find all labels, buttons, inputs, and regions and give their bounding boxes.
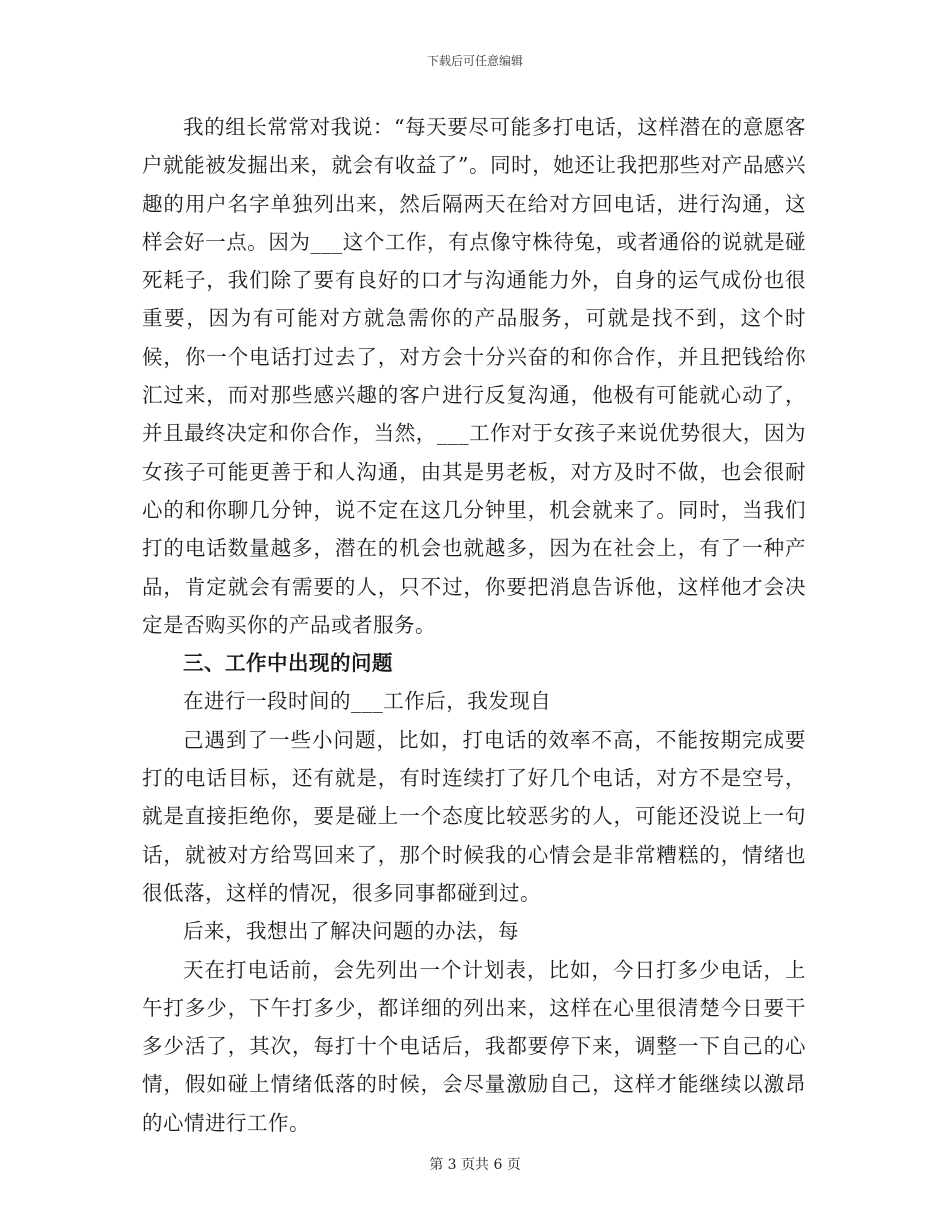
paragraph-2: 在进行一段时间的___工作后，我发现自 xyxy=(183,689,552,714)
document-body xyxy=(142,108,806,1142)
paragraph-4: 后来，我想出了解决问题的办法，每 xyxy=(183,919,519,944)
paragraph-1: 我的组长常常对我说：“每天要尽可能多打电话，这样潜在的意愿客户就能被发掘出来，就会有收益了”。同时，她还让我把那些对产品感兴趣的用户名字单独列出来，然后隔两天在给对方回电话，进行沟通，这样会好一点。因为___这个工作，有点像守株待兔，或者通俗的说就是碰死耗子，我们除了要有良好的口才与沟通能力外，自身的运气成份也很重要，因为有可能对方就急需你的产品服务，可就是找不到，这个时候，你一个电话打过去了，对方会十分兴奋的和你合作，并且把钱给你汇过来，而对那些感兴趣的客户进行反复沟通，他极有可能就心动了，并且最终决定和你合作，当然，___工作对于女孩子来说优势很大，因为女孩子可能更善于和人沟通，由其是男老板，对方及时不做，也会很耐心的和你聊几分钟，说不定在这几分钟里，机会就来了。同时，当我们打的电话数量越多，潜在的机会也就越多，因为在社会上，有了一种产品，肯定就会有需要的人，只不过，你要把消息告诉他，这样他才会决定是否购买你的产品或者服务。 xyxy=(142,115,806,637)
page-header: 下载后可任意编辑 xyxy=(426,54,523,68)
paragraph-3: 己遇到了一些小问题，比如，打电话的效率不高，不能按期完成要打的电话目标，还有就是，有时连续打了好几个电话，对方不是空号，就是直接拒绝你，要是碰上一个态度比较恶劣的人，可能还没说上一句话，就被对方给骂回来了，那个时候我的心情会是非常糟糕的，情绪也很低落，这样的情况，很多同事都碰到过。 xyxy=(142,727,806,905)
page-footer: 第 3 页共 6 页 xyxy=(429,1157,521,1173)
paragraph-5: 天在打电话前，会先列出一个计划表，比如，今日打多少电话，上午打多少，下午打多少，都详细的列出来，这样在心里很清楚今日要干多少活了，其次，每打十个电话后，我都要停下来，调整一下自己的心情，假如碰上情绪低落的时候，会尽量激励自己，这样才能继续以激昂的心情进行工作。 xyxy=(142,957,806,1135)
section-heading: 三、工作中出现的问题 xyxy=(183,651,393,676)
